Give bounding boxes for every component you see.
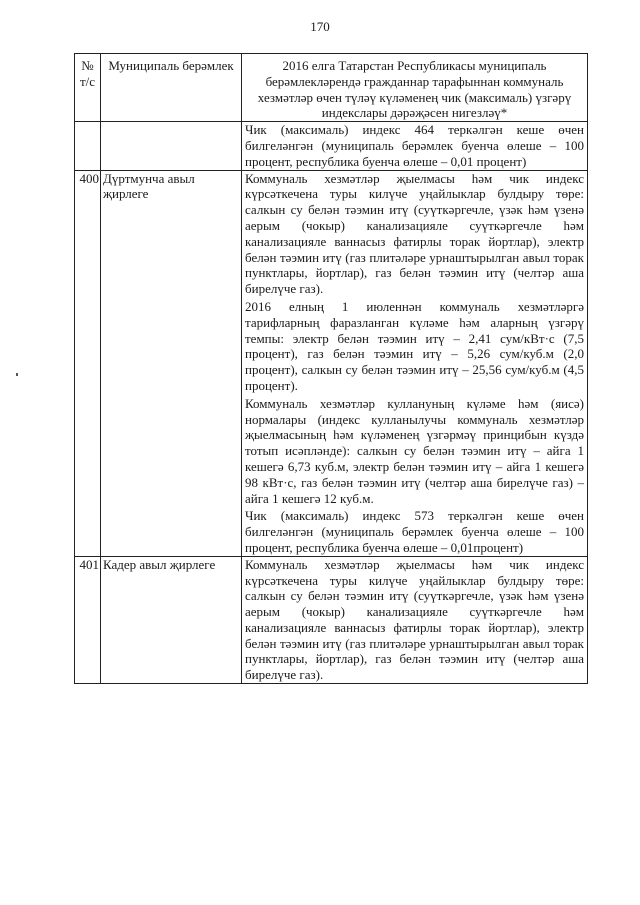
header-municipality: Муниципаль берәмлек — [101, 54, 242, 122]
header-number-abbrev: т/с — [79, 73, 96, 89]
row-municipality: Дүртмунча авыл җирлеге — [101, 170, 242, 556]
table-row — [75, 170, 588, 556]
paragraph-tariffs: 2016 елның 1 июленнән коммуналь хезмәтләргә тарифларның фаразланган күләме һәм аларның үзгәрү темпы: электр белән тәэмин итү – 2,41 сум/кВт·с (7,5 процент), газ белән тәэмин итү – 5,26 сум/куб.м (2,0 процент), салкын су белән тәэмин итү – 25,56 сум/куб.м (4,5 процент). — [245, 298, 584, 393]
header-number — [75, 54, 101, 122]
scan-mark — [16, 373, 18, 376]
indices-table — [74, 53, 588, 684]
table-row — [75, 556, 588, 683]
row-description — [242, 170, 588, 556]
paragraph-amenities: Коммуналь хезмәтләр җыелмасы һәм чик индекс күрсәткечена туры килүче уңайлыклар булдыру төре: салкын су белән тәэмин итү (суүткәргечле, үзәк һәм үзенә аерым (чокыр) канализацияле суүткәргечле һәм канализацияле ваннасыз фатирлы торак йортлар), электр белән тәэмин итү (газ плитәләре урнаштырылган авыл торак пунктлары, йортлар), газ белән тәэмин итү (челтәр аша бирелүче газ). — [245, 556, 584, 683]
paragraph-amenities: Коммуналь хезмәтләр җыелмасы һәм чик индекс күрсәткечена туры килүче уңайлыклар булдыру төре: салкын су белән тәэмин итү (суүткәргечле, үзәк һәм үзенә аерым (чокыр) канализацияле суүткәргечле һәм канализацияле ваннасыз фатирлы торак йортлар), электр белән тәэмин итү (газ плитәләре урнаштырылган авыл торак пунктлары, йортлар), газ белән тәэмин итү (челтәр аша бирелүче газ). — [245, 170, 584, 297]
row-number: 400 — [75, 170, 101, 556]
row-municipality: Кадер авыл җирлеге — [101, 556, 242, 683]
header-number-symbol: № — [81, 58, 94, 73]
continuation-municipality-cell — [101, 122, 242, 170]
continuation-text: Чик (максималь) индекс 464 теркәлгән кеше өчен билгеләнгән (муниципаль берәмлек буенча өлеше – 100 процент, республика буенча өлеше – 0,01 процент) — [242, 122, 588, 170]
row-number: 401 — [75, 556, 101, 683]
header-description: 2016 елга Татарстан Республикасы муниципаль берәмлекләрендә гражданнар тарафыннан коммуналь хезмәтләр өчен түләү күләменең чик (максималь) үзгәрү индекслары дәрәҗәсен нигезләү* — [242, 54, 588, 122]
page-number: 170 — [310, 19, 330, 34]
table-header-row — [75, 54, 588, 122]
continuation-row — [75, 122, 588, 170]
paragraph-consumption: Коммуналь хезмәтләр куллануның күләме һәм (яисә) нормалары (индекс кулланылучы коммуналь хезмәтләр җыелмасының һәм күләменең үзгәрмәү принцибын күздә тотып исәпләнде): салкын су белән тәэмин итү – айга 1 кешегә 6,73 куб.м, электр белән тәэмин итү – айга 1 кешегә 98 кВт·с, газ белән тәэмин итү (челтәр аша бирелүче газ) – айга 1 кешегә 12 куб.м. — [245, 395, 584, 506]
continuation-number-cell — [75, 122, 101, 170]
row-description — [242, 556, 588, 683]
paragraph-index: Чик (максималь) индекс 573 теркәлгән кеше өчен билгеләнгән (муниципаль берәмлек буенча өлеше – 100 процент, республика буенча өлеше – 0,01процент) — [245, 508, 584, 555]
